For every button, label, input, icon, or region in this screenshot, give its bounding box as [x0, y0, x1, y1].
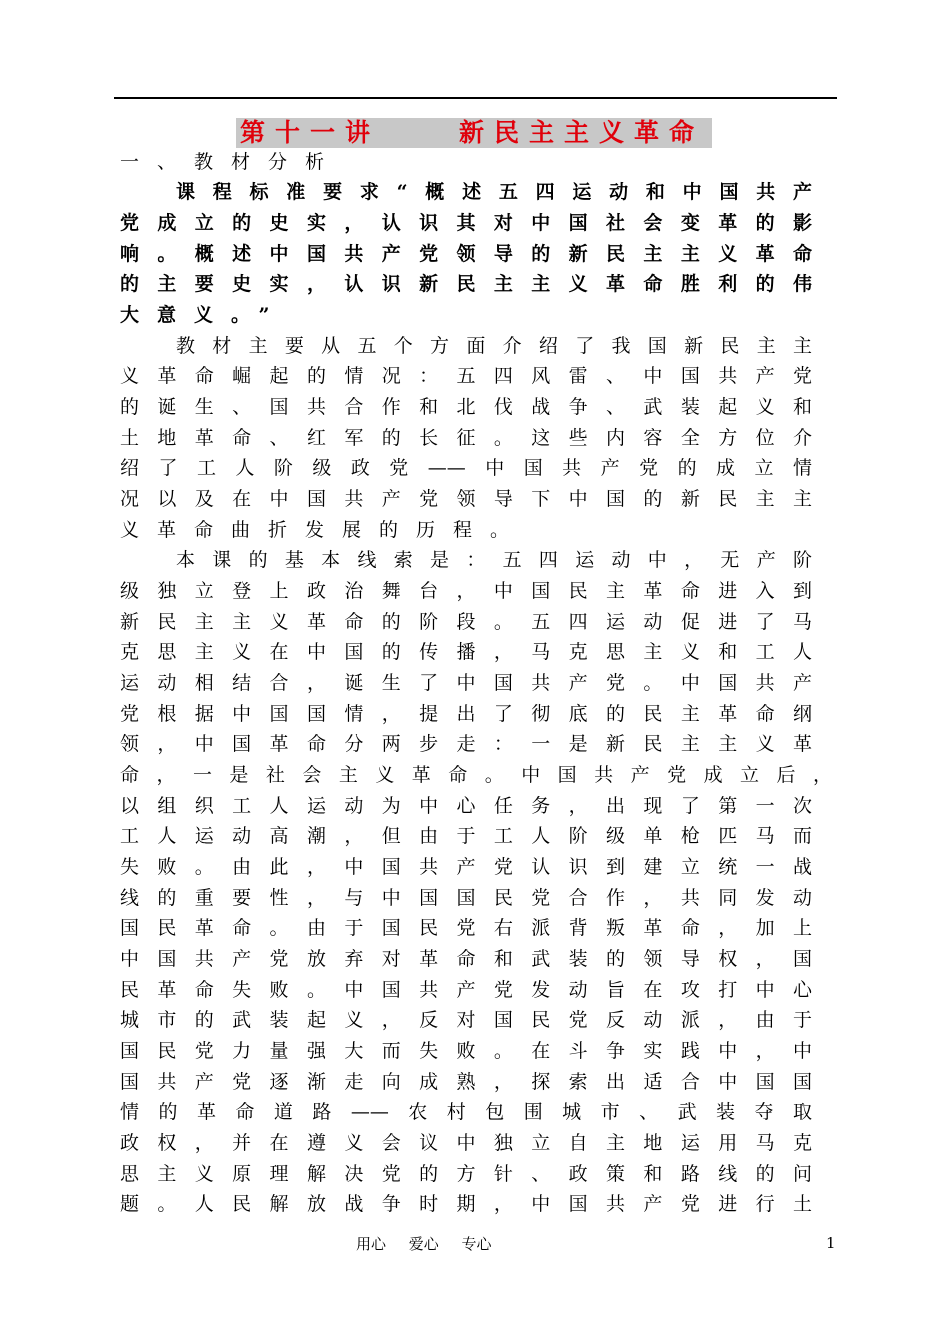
body-line: 运动相结合，诞生了中国共产党。中国共产 [120, 672, 812, 694]
body-line: 义革命崛起的情况：五四风雷、中国共产党 [120, 365, 812, 387]
body-line: 领，中国革命分两步走：一是新民主主义革 [120, 733, 812, 755]
body-line: 民革命失败。中国共产党发动旨在攻打中心 [120, 979, 812, 1001]
body-line: 土地革命、红军的长征。这些内容全方位介 [120, 427, 812, 449]
header-rule [114, 97, 837, 99]
body-line: 失败。由此，中国共产党认识到建立统一战 [120, 856, 812, 878]
body-line: 政权，并在遵义会议中独立自主地运用马克 [120, 1132, 812, 1154]
body-line: 新民主主义革命的阶段。五四运动促进了马 [120, 611, 812, 633]
page-number: 1 [826, 1234, 836, 1252]
body-line: 绍了工人阶级政党——中国共产党的成立情 [120, 457, 812, 479]
body-line: 工人运动高潮，但由于工人阶级单枪匹马而 [120, 825, 812, 847]
body-line: 克思主义在中国的传播，马克思主义和工人 [120, 641, 812, 663]
body-line: 党根据中国国情，提出了彻底的民主革命纲 [120, 703, 812, 725]
body-line: 大意义。” [120, 304, 288, 326]
body-line: 教材主要从五个方面介绍了我国新民主主 [176, 335, 812, 357]
body-line: 思主义原理解决党的方针、政策和路线的问 [120, 1163, 812, 1185]
lecture-title [236, 118, 712, 148]
footer-motto: 用心 爱心 专心 [356, 1235, 492, 1253]
body-line: 义革命曲折发展的历程。 [120, 519, 528, 541]
body-line: 线的重要性，与中国国民党合作，共同发动 [120, 887, 812, 909]
lecture-topic: 新民主主义革命 [459, 118, 705, 147]
section-heading: 一、教材分析 [120, 151, 343, 173]
body-line: 情的革命道路——农村包围城市、武装夺取 [120, 1101, 812, 1123]
body-line: 国共产党逐渐走向成熟，探索出适合中国国 [120, 1071, 812, 1093]
body-line: 的主要史实，认识新民主主义革命胜利的伟 [120, 273, 812, 295]
body-line: 况以及在中国共产党领导下中国的新民主主 [120, 488, 812, 510]
body-line: 响。概述中国共产党领导的新民主主义革命 [120, 243, 812, 265]
body-line: 党成立的史实，认识其对中国社会变革的影 [120, 212, 812, 234]
body-line: 城市的武装起义，反对国民党反动派，由于 [120, 1009, 812, 1031]
body-line: 国民党力量强大而失败。在斗争实践中，中 [120, 1040, 812, 1062]
body-line: 以组织工人运动为中心任务，出现了第一次 [120, 795, 812, 817]
body-line: 课程标准要求“概述五四运动和中国共产 [176, 181, 812, 203]
body-line: 本课的基本线索是：五四运动中，无产阶 [176, 549, 812, 571]
body-line: 题。人民解放战争时期，中国共产党进行土 [120, 1193, 812, 1215]
lecture-number: 第十一讲 [240, 118, 381, 147]
body-line: 的诞生、国共合作和北伐战争、武装起义和 [120, 396, 812, 418]
body-line: 级独立登上政治舞台，中国民主革命进入到 [120, 580, 812, 602]
body-line: 中国共产党放弃对革命和武装的领导权，国 [120, 948, 812, 970]
body-line: 命，一是社会主义革命。中国共产党成立后， [120, 764, 832, 786]
body-line: 国民革命。由于国民党右派背叛革命，加上 [120, 917, 812, 939]
